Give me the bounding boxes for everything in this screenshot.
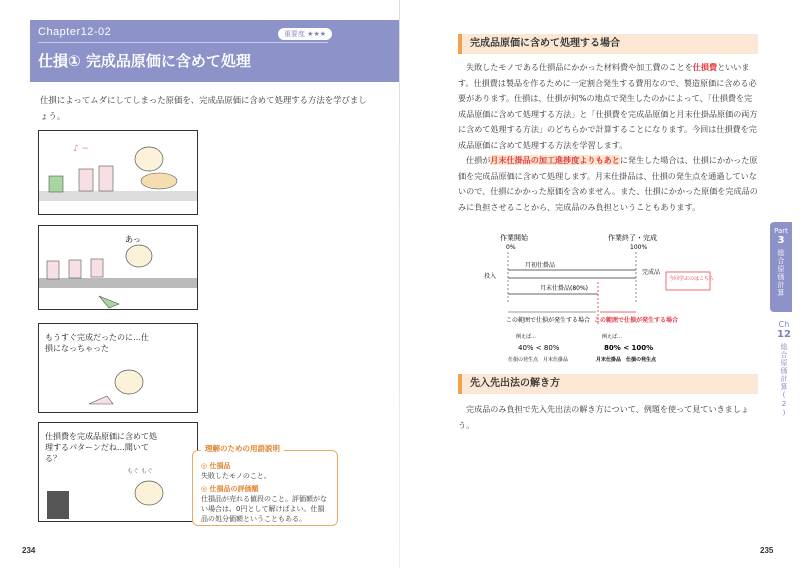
svg-text:仕損の発生点 月末仕掛品: 仕損の発生点 月末仕掛品 bbox=[508, 357, 569, 363]
comic-art-4 bbox=[39, 423, 197, 521]
comic-panel-1 bbox=[38, 130, 198, 215]
intro-text: 仕損によってムダにしてしまった原価を、完成品原価に含めて処理する方法を学びましょう。 bbox=[40, 95, 367, 121]
svg-text:作業開始: 作業開始 bbox=[500, 234, 528, 242]
importance-badge: 重要度 ★★★ bbox=[278, 28, 332, 40]
chapter-label: Chapter12-02 bbox=[38, 26, 112, 38]
paragraph-1: 失敗したモノである仕損品にかかった材料費や加工費のことを仕損費といいます。仕損費は製品を作るために一定割合発生する費用なので、製造原価に含める必要があります。仕損は、仕損が何%の地点で発生したのかによって、「仕損費を完成品原価に含めて処理する方法」と「仕損費を完成品原価と月末仕掛品原価の両方に含めて処理する方法」のどちらかで計算することになります。今回は仕損費を完成品原価に含めて処理する方法を学習します。 bbox=[458, 62, 758, 150]
page-number-left: 234 bbox=[22, 546, 36, 555]
section-heading-1: 完成品原価に含めて処理する場合 bbox=[458, 34, 758, 54]
comic-art-3 bbox=[39, 324, 197, 412]
comic-art-2 bbox=[39, 226, 197, 309]
svg-text:投入: 投入 bbox=[484, 273, 497, 280]
glossary-def-1: 失敗したモノのこと。 bbox=[201, 472, 271, 480]
comic-art-1 bbox=[39, 131, 197, 214]
svg-text:この範囲で仕損が発生する場合: この範囲で仕損が発生する場合 bbox=[506, 317, 591, 324]
section-heading-2: 先入先出法の解き方 bbox=[458, 374, 758, 394]
paragraph-3: 完成品のみ負担で先入先出法の解き方について、例題を使って見ていきましょう。 bbox=[458, 404, 749, 430]
svg-text:♪ ~: ♪ ~ bbox=[73, 144, 90, 154]
glossary-term-2: ◎ 仕損品の評価額 bbox=[201, 485, 259, 493]
part-tab[interactable]: Part 3 総合原価計算 bbox=[770, 222, 792, 312]
svg-text:40% < 80%: 40% < 80% bbox=[518, 344, 560, 352]
svg-text:例えば…: 例えば… bbox=[516, 334, 537, 340]
panel4-speech: 仕損費を完成品原価に含めて処理するパターンだね…聞いてる？ bbox=[45, 432, 157, 463]
glossary-box bbox=[192, 444, 338, 526]
svg-text:月末仕掛品(80%): 月末仕掛品(80%) bbox=[540, 285, 589, 292]
header-divider bbox=[38, 42, 328, 43]
paragraph-2: 仕損が月末仕掛品の加工進捗度よりもあとに発生した場合は、仕損にかかった原価を完成品原価に含めて処理します。月末仕掛品は、仕損の発生点を通過していないので、仕損にかかった原価を含めません。また、仕損にかかった原価を完成品のみに負担させることから、完成品のみ負担ということもあります。 bbox=[458, 155, 758, 212]
comic-panel-3 bbox=[38, 323, 198, 413]
glossary-term-1: ◎ 仕損品 bbox=[201, 462, 231, 470]
svg-text:80% < 100%: 80% < 100% bbox=[604, 344, 654, 352]
panel3-speech: もうすぐ完成だったのに…仕損になっちゃった bbox=[45, 333, 149, 353]
svg-text:0%: 0% bbox=[506, 244, 516, 251]
chapter-header bbox=[30, 20, 400, 82]
comic-panel-2 bbox=[38, 225, 198, 310]
svg-text:100%: 100% bbox=[630, 244, 648, 251]
glossary-def-2: 仕損品が売れる値段のこと。評価額がない場合は、0円として解けばよい。仕損品の処分価額ということもある。 bbox=[201, 495, 327, 523]
svg-text:この範囲で仕損が発生する場合: この範囲で仕損が発生する場合 bbox=[594, 317, 679, 324]
panel4-sfx: もぐ もぐ bbox=[127, 468, 153, 475]
chapter-tab[interactable]: Ch 12 総合原価計算(2) bbox=[777, 320, 791, 418]
svg-text:作業終了・完成: 作業終了・完成 bbox=[608, 234, 657, 242]
comic-panel-4 bbox=[38, 422, 198, 522]
glossary-heading: 理解のための用語説明 bbox=[201, 443, 284, 454]
svg-text:今回学ぶのはこちら: 今回学ぶのはこちら bbox=[669, 276, 715, 282]
progress-diagram bbox=[470, 232, 730, 367]
page-title: 仕損① 完成品原価に含めて処理 bbox=[38, 52, 251, 70]
panel2-sfx: あっ bbox=[125, 235, 141, 244]
svg-text:例えば…: 例えば… bbox=[602, 334, 623, 340]
svg-text:月末仕掛品 仕損の発生点: 月末仕掛品 仕損の発生点 bbox=[596, 357, 657, 363]
svg-text:月初仕掛品: 月初仕掛品 bbox=[525, 262, 556, 269]
svg-text:完成品: 完成品 bbox=[642, 269, 661, 276]
page-number-right: 235 bbox=[760, 546, 774, 555]
